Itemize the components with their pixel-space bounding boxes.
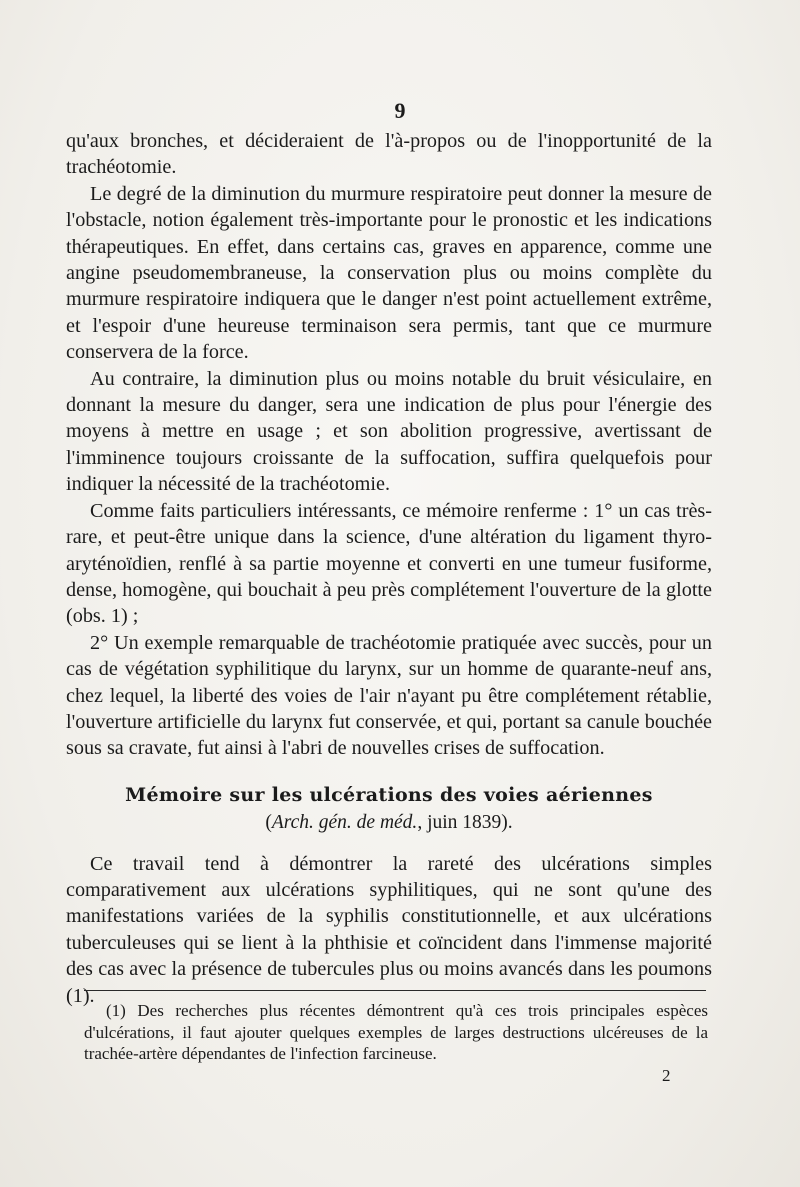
footnote: (1) Des recherches plus récentes démontrent qu'à ces trois principales espèces d'ulcérations, il faut ajouter quelques exemples de larges destructions ulcéreuses de la trachée-artère dépendantes de l'infection farcineuse. xyxy=(84,1001,708,1063)
signature-mark: 2 xyxy=(662,1066,671,1085)
paragraph-contraire: Au contraire, la diminution plus ou moins notable du bruit vésiculaire, en donnant la mesure du danger, sera une indication de plus pour l'énergie des moyens à mettre en usage ; et son abolition progressive, avertissant de l'imminence toujours croissante de la suffocation, suffira quelquefois pour indiquer la nécessité de la trachéotomie. xyxy=(66,367,712,496)
citation-journal: Arch. gén. de méd. xyxy=(271,812,418,834)
paragraph-ulcerations: Ce travail tend à démontrer la rareté des ulcérations simples comparativement aux ulcérations syphilitiques, qui ne sont qu'une des manifestations variées de la syphilis constitutionnelle, et aux ulcérations tuberculeuses qui se lient à la phthisie et coïncident dans l'immense majorité des cas avec la présence de tubercules plus ou moins avancés dans les poumons (1). xyxy=(66,852,712,1007)
section-citation xyxy=(66,810,712,836)
paragraph-exemple: 2° Un exemple remarquable de trachéotomie pratiquée avec succès, pour un cas de végétation syphilitique du larynx, sur un homme de quarante-neuf ans, chez lequel, la liberté des voies de l'air n'ayant pu être complétement rétablie, l'ouverture artificielle du larynx fut conservée, et qui, portant sa canule bouchée sous sa cravate, fut ainsi à l'abri de nouvelles crises de suffocation. xyxy=(66,631,712,760)
page-number: 9 xyxy=(394,98,406,123)
citation-date: , juin 1839). xyxy=(417,812,513,834)
body-text xyxy=(66,128,712,1009)
citation-open: ( xyxy=(265,812,272,834)
footnote-divider xyxy=(84,990,706,991)
paragraph-murmure: Le degré de la diminution du murmure respiratoire peut donner la mesure de l'obstacle, notion également très-importante pour le pronostic et les indications thérapeutiques. En effet, dans certains cas, graves en apparence, comme une angine pseudomembraneuse, la conservation plus ou moins complète du murmure respiratoire indiquera que le danger n'est point actuellement extrême, et l'espoir d'une heureuse terminaison sera permis, tant que ce murmure conservera de la force. xyxy=(66,182,712,364)
paragraph-continuation: qu'aux bronches, et décideraient de l'à-propos ou de l'inopportunité de la trachéotomie. xyxy=(66,130,712,179)
section-title: Mémoire sur les ulcérations des voies aériennes xyxy=(125,783,653,806)
paragraph-faits: Comme faits particuliers intéressants, ce mémoire renferme : 1° un cas très-rare, et peut-être unique dans la science, d'une altération du ligament thyro-aryténoïdien, renflé à sa partie moyenne et converti en une tumeur fusiforme, dense, homogène, qui bouchait à peu près complétement l'ouverture de la glotte (obs. 1) ; xyxy=(66,499,712,628)
